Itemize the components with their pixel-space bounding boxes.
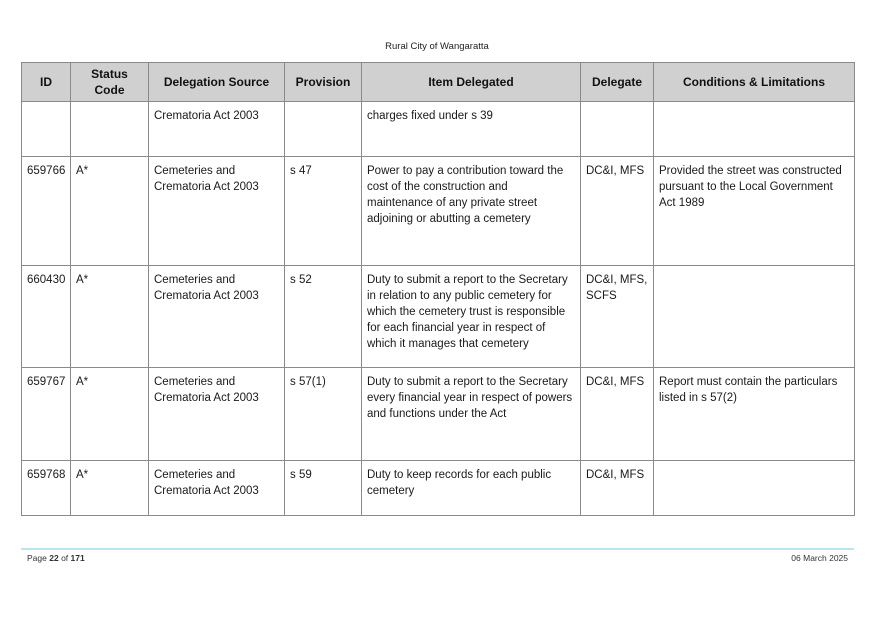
cell-status-code: A*	[71, 368, 149, 461]
table-row	[22, 102, 855, 157]
page-of: of	[61, 553, 69, 563]
table-row	[22, 157, 855, 266]
column-header-id: ID	[22, 63, 71, 102]
column-header-delegation-source: Delegation Source	[149, 63, 285, 102]
cell-delegation-source: Crematoria Act 2003	[149, 102, 285, 157]
cell-conditions: Provided the street was constructed pursuant to the Local Government Act 1989	[654, 157, 855, 266]
footer-divider	[21, 548, 854, 550]
column-header-item-delegated: Item Delegated	[362, 63, 581, 102]
cell-status-code: A*	[71, 461, 149, 516]
cell-delegation-source: Cemeteries and Crematoria Act 2003	[149, 368, 285, 461]
cell-status-code: A*	[71, 266, 149, 368]
document-header-title: Rural City of Wangaratta	[385, 41, 489, 52]
cell-conditions: Report must contain the particulars listed in s 57(2)	[654, 368, 855, 461]
cell-status-code: A*	[71, 157, 149, 266]
cell-id: 659766	[22, 157, 71, 266]
cell-delegate: DC&I, MFS, SCFS	[581, 266, 654, 368]
cell-item-delegated: Duty to submit a report to the Secretary every financial year in respect of powers and functions under the Act	[362, 368, 581, 461]
cell-delegation-source: Cemeteries and Crematoria Act 2003	[149, 461, 285, 516]
cell-item-delegated: Duty to submit a report to the Secretary in relation to any public cemetery for which the cemetery trust is responsible for each financial year in respect of which it manages that cemetery	[362, 266, 581, 368]
page-total: 171	[70, 553, 85, 563]
cell-id	[22, 102, 71, 157]
column-header-provision: Provision	[285, 63, 362, 102]
page-prefix: Page	[27, 553, 47, 563]
cell-delegation-source: Cemeteries and Crematoria Act 2003	[149, 266, 285, 368]
cell-provision: s 57(1)	[285, 368, 362, 461]
column-header-delegate: Delegate	[581, 63, 654, 102]
cell-conditions	[654, 461, 855, 516]
cell-status-code	[71, 102, 149, 157]
cell-provision: s 52	[285, 266, 362, 368]
cell-delegation-source: Cemeteries and Crematoria Act 2003	[149, 157, 285, 266]
cell-conditions	[654, 102, 855, 157]
cell-delegate: DC&I, MFS	[581, 368, 654, 461]
table-header-row	[22, 63, 855, 102]
column-header-conditions: Conditions & Limitations	[654, 63, 855, 102]
cell-delegate: DC&I, MFS	[581, 157, 654, 266]
delegation-table	[21, 62, 855, 516]
cell-conditions	[654, 266, 855, 368]
column-header-status-code: Status Code	[71, 63, 149, 102]
cell-item-delegated: Power to pay a contribution toward the cost of the construction and maintenance of any private street adjoining or abutting a cemetery	[362, 157, 581, 266]
cell-delegate: DC&I, MFS	[581, 461, 654, 516]
page-current: 22	[49, 553, 59, 563]
table-row	[22, 266, 855, 368]
footer-date: 06 March 2025	[791, 553, 848, 563]
cell-id: 659768	[22, 461, 71, 516]
table-row	[22, 461, 855, 516]
cell-provision	[285, 102, 362, 157]
cell-id: 659767	[22, 368, 71, 461]
cell-provision: s 47	[285, 157, 362, 266]
cell-provision: s 59	[285, 461, 362, 516]
cell-item-delegated: Duty to keep records for each public cemetery	[362, 461, 581, 516]
cell-delegate	[581, 102, 654, 157]
cell-item-delegated: charges fixed under s 39	[362, 102, 581, 157]
page-number	[27, 553, 85, 563]
cell-id: 660430	[22, 266, 71, 368]
table-row	[22, 368, 855, 461]
